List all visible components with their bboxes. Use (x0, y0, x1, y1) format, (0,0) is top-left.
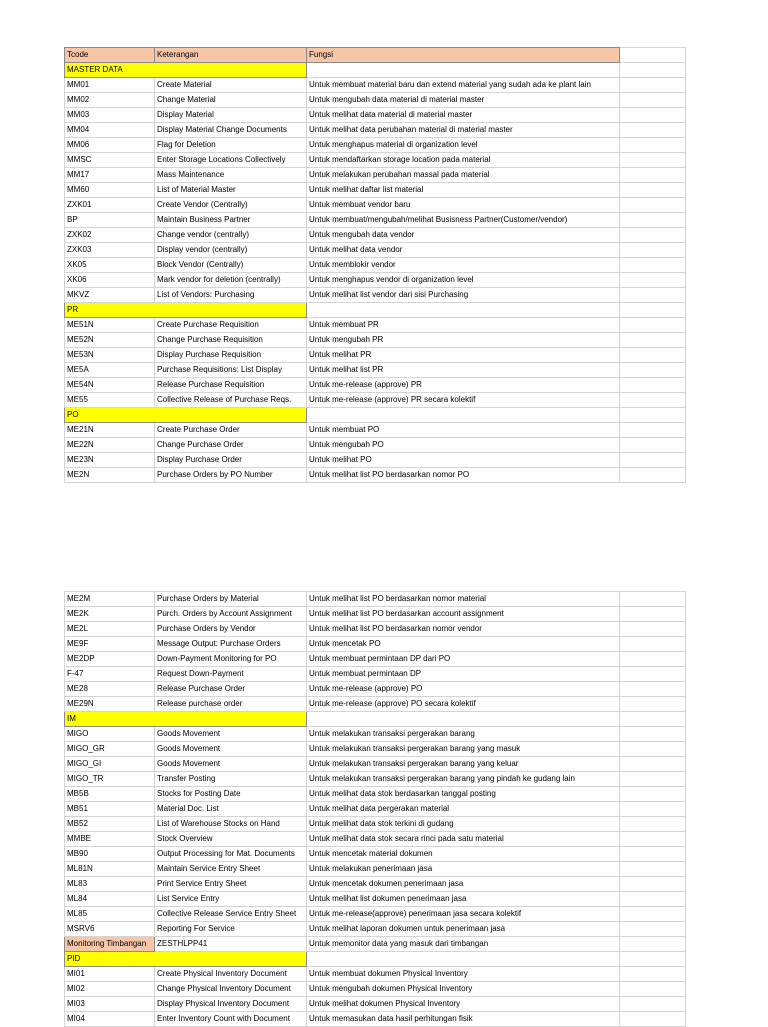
tcode-cell: MI01 (65, 967, 155, 982)
empty-cell (620, 952, 686, 967)
keterangan-cell: Purchase Orders by PO Number (155, 468, 307, 483)
table-row (65, 862, 686, 877)
fungsi-cell: Untuk melihat list dokumen penerimaan jasa (307, 892, 620, 907)
empty-cell (620, 1012, 686, 1027)
section-label: MASTER DATA (65, 63, 307, 78)
fungsi-cell: Untuk mencetak PO (307, 637, 620, 652)
fungsi-cell: Untuk melakukan perubahan massal pada material (307, 168, 620, 183)
table-row (65, 453, 686, 468)
empty-cell (620, 622, 686, 637)
keterangan-cell: Goods Movement (155, 742, 307, 757)
tcode-cell: MIGO_GI (65, 757, 155, 772)
empty-cell (620, 273, 686, 288)
fungsi-cell: Untuk mencetak dokumen penerimaan jasa (307, 877, 620, 892)
keterangan-cell: Stock Overview (155, 832, 307, 847)
fungsi-cell: Untuk melihat list PO berdasarkan nomor vendor (307, 622, 620, 637)
tcode-cell: ME2M (65, 592, 155, 607)
tcode-cell: MIGO_TR (65, 772, 155, 787)
keterangan-cell: Purchase Orders by Material (155, 592, 307, 607)
fungsi-cell: Untuk melihat data stok berdasarkan tanggal posting (307, 787, 620, 802)
fungsi-cell: Untuk memblokir vendor (307, 258, 620, 273)
empty-cell (307, 63, 620, 78)
keterangan-cell: Output Processing for Mat. Documents (155, 847, 307, 862)
tcode-cell: ME9F (65, 637, 155, 652)
table-row (65, 802, 686, 817)
keterangan-cell: Flag for Deletion (155, 138, 307, 153)
tcode-cell: MM03 (65, 108, 155, 123)
empty-cell (620, 438, 686, 453)
table-row (65, 607, 686, 622)
keterangan-cell: Display Purchase Requisition (155, 348, 307, 363)
fungsi-cell: Untuk melakukan transaksi pergerakan barang yang pindah ke gudang lain (307, 772, 620, 787)
keterangan-cell: Maintain Business Partner (155, 213, 307, 228)
fungsi-cell: Untuk membuat/mengubah/melihat Busisness Partner(Customer/vendor) (307, 213, 620, 228)
table-row (65, 333, 686, 348)
table-row (65, 318, 686, 333)
empty-cell (620, 787, 686, 802)
fungsi-cell: Untuk melihat PO (307, 453, 620, 468)
keterangan-cell: Enter Inventory Count with Document (155, 1012, 307, 1027)
tcode-cell: ZXK01 (65, 198, 155, 213)
tcode-cell: MI02 (65, 982, 155, 997)
empty-cell (620, 712, 686, 727)
fungsi-cell: Untuk me-release(approve) penerimaan jasa secara kolektif (307, 907, 620, 922)
keterangan-cell: Change vendor (centrally) (155, 228, 307, 243)
fungsi-cell: Untuk melihat dokumen Physical Inventory (307, 997, 620, 1012)
table-row (65, 787, 686, 802)
keterangan-cell: Display vendor (centrally) (155, 243, 307, 258)
tcode-cell: ME53N (65, 348, 155, 363)
table-row (65, 78, 686, 93)
empty-cell (620, 652, 686, 667)
table-row (65, 997, 686, 1012)
empty-cell (620, 318, 686, 333)
keterangan-cell: Down-Payment Monitoring for PO (155, 652, 307, 667)
fungsi-cell: Untuk melihat daftar list material (307, 183, 620, 198)
empty-cell (620, 682, 686, 697)
keterangan-cell: Print Service Entry Sheet (155, 877, 307, 892)
empty-cell (620, 78, 686, 93)
empty-cell (620, 877, 686, 892)
empty-cell (620, 93, 686, 108)
keterangan-cell: Collective Release Service Entry Sheet (155, 907, 307, 922)
empty-cell (620, 228, 686, 243)
keterangan-cell: Maintain Service Entry Sheet (155, 862, 307, 877)
keterangan-cell: Create Vendor (Centrally) (155, 198, 307, 213)
keterangan-cell: Mark vendor for deletion (centrally) (155, 273, 307, 288)
empty-cell (620, 982, 686, 997)
table-row (65, 108, 686, 123)
empty-cell (620, 258, 686, 273)
fungsi-cell: Untuk melakukan transaksi pergerakan barang yang keluar (307, 757, 620, 772)
fungsi-cell: Untuk membuat PR (307, 318, 620, 333)
table-row (65, 468, 686, 483)
keterangan-cell: Change Purchase Order (155, 438, 307, 453)
table-row (65, 378, 686, 393)
table-row (65, 198, 686, 213)
fungsi-cell: Untuk melihat list PO berdasarkan nomor material (307, 592, 620, 607)
tcode-cell: ME29N (65, 697, 155, 712)
empty-cell (620, 727, 686, 742)
tcode-cell: F-47 (65, 667, 155, 682)
empty-cell (620, 198, 686, 213)
fungsi-cell: Untuk melakukan transaksi pergerakan barang yang masuk (307, 742, 620, 757)
empty-cell (620, 907, 686, 922)
fungsi-cell: Untuk mengubah data vendor (307, 228, 620, 243)
tcode-cell: MM02 (65, 93, 155, 108)
section-label: PID (65, 952, 307, 967)
section-label: PR (65, 303, 307, 318)
table-row (65, 907, 686, 922)
tcode-cell: MB90 (65, 847, 155, 862)
keterangan-cell: List of Vendors: Purchasing (155, 288, 307, 303)
table-row (65, 153, 686, 168)
tcode-cell: MKVZ (65, 288, 155, 303)
empty-cell (620, 108, 686, 123)
keterangan-cell: Display Purchase Order (155, 453, 307, 468)
table-row (65, 622, 686, 637)
table-row (65, 423, 686, 438)
table-row (65, 123, 686, 138)
header-fungsi: Fungsi (307, 48, 620, 63)
fungsi-cell: Untuk mengubah dokumen Physical Inventory (307, 982, 620, 997)
fungsi-cell: Untuk mengubah PO (307, 438, 620, 453)
empty-cell (620, 288, 686, 303)
table-row (65, 393, 686, 408)
tcode-table-bottom (64, 591, 686, 1027)
table-row (65, 138, 686, 153)
tcode-cell: Monitoring Timbangan (65, 937, 155, 952)
table-row (65, 288, 686, 303)
keterangan-cell: Purchase Orders by Vendor (155, 622, 307, 637)
fungsi-cell: Untuk membuat dokumen Physical Inventory (307, 967, 620, 982)
tcode-cell: MM06 (65, 138, 155, 153)
tcode-cell: ML85 (65, 907, 155, 922)
fungsi-cell: Untuk memonitor data yang masuk dari timbangan (307, 937, 620, 952)
table-row (65, 213, 686, 228)
tcode-cell: ML81N (65, 862, 155, 877)
empty-cell (620, 123, 686, 138)
keterangan-cell: Message Output: Purchase Orders (155, 637, 307, 652)
tcode-cell: MM60 (65, 183, 155, 198)
fungsi-cell: Untuk mengubah data material di material master (307, 93, 620, 108)
tcode-cell: ME52N (65, 333, 155, 348)
empty-cell (620, 378, 686, 393)
keterangan-cell: Create Purchase Requisition (155, 318, 307, 333)
section-row (65, 952, 686, 967)
tcode-cell: MIGO_GR (65, 742, 155, 757)
empty-cell (620, 213, 686, 228)
table-row (65, 877, 686, 892)
tcode-cell: ML83 (65, 877, 155, 892)
fungsi-cell: Untuk melihat data material di material master (307, 108, 620, 123)
empty-cell (620, 303, 686, 318)
empty-cell (620, 423, 686, 438)
table-row (65, 228, 686, 243)
tcode-table-bottom-body (65, 592, 686, 1027)
empty-cell (620, 468, 686, 483)
fungsi-cell: Untuk menghapus vendor di organization level (307, 273, 620, 288)
empty-cell (620, 348, 686, 363)
keterangan-cell: Purchase Requisitions: List Display (155, 363, 307, 378)
tcode-cell: MI03 (65, 997, 155, 1012)
fungsi-cell: Untuk membuat material baru dan extend material yang sudah ada ke plant lain (307, 78, 620, 93)
empty-cell (620, 817, 686, 832)
tcode-cell: MB52 (65, 817, 155, 832)
empty-cell (307, 303, 620, 318)
keterangan-cell: Mass Maintenance (155, 168, 307, 183)
monitor-row (65, 937, 686, 952)
tcode-cell: MMSC (65, 153, 155, 168)
table-row (65, 168, 686, 183)
tcode-cell: ZXK02 (65, 228, 155, 243)
table-row (65, 682, 686, 697)
table-row (65, 652, 686, 667)
keterangan-cell: Transfer Posting (155, 772, 307, 787)
fungsi-cell: Untuk mencetak material dokumen (307, 847, 620, 862)
empty-cell (620, 997, 686, 1012)
keterangan-cell: Block Vendor (Centrally) (155, 258, 307, 273)
tcode-cell: XK06 (65, 273, 155, 288)
empty-cell (620, 453, 686, 468)
tcode-cell: MB51 (65, 802, 155, 817)
fungsi-cell: Untuk melakukan penerimaan jasa (307, 862, 620, 877)
table-row (65, 727, 686, 742)
tcode-cell: MM04 (65, 123, 155, 138)
tcode-cell: ME2L (65, 622, 155, 637)
empty-cell (620, 243, 686, 258)
table-row (65, 273, 686, 288)
empty-cell (620, 183, 686, 198)
tcode-cell: MM01 (65, 78, 155, 93)
empty-cell (620, 832, 686, 847)
tcode-cell: ME2K (65, 607, 155, 622)
keterangan-cell: Material Doc. List (155, 802, 307, 817)
empty-cell (620, 592, 686, 607)
keterangan-cell: Change Purchase Requisition (155, 333, 307, 348)
empty-cell (620, 333, 686, 348)
fungsi-cell: Untuk melihat data perubahan material di material master (307, 123, 620, 138)
empty-cell (620, 607, 686, 622)
fungsi-cell: Untuk me-release (approve) PO (307, 682, 620, 697)
table-row (65, 847, 686, 862)
fungsi-cell: Untuk melihat PR (307, 348, 620, 363)
table-row (65, 967, 686, 982)
table-row (65, 982, 686, 997)
keterangan-cell: List of Material Master (155, 183, 307, 198)
tcode-cell: MSRV6 (65, 922, 155, 937)
fungsi-cell: Untuk melihat data vendor (307, 243, 620, 258)
section-row (65, 63, 686, 78)
table-row (65, 772, 686, 787)
table-row (65, 742, 686, 757)
table-row (65, 363, 686, 378)
empty-cell (620, 892, 686, 907)
table-row (65, 892, 686, 907)
empty-cell (307, 408, 620, 423)
empty-cell (620, 922, 686, 937)
empty-cell (620, 862, 686, 877)
tcode-cell: ME55 (65, 393, 155, 408)
table-row (65, 1012, 686, 1027)
fungsi-cell: Untuk membuat permintaan DP (307, 667, 620, 682)
empty-cell (620, 742, 686, 757)
empty-cell (620, 168, 686, 183)
fungsi-cell: Untuk mendaftarkan storage location pada material (307, 153, 620, 168)
section-label: IM (65, 712, 307, 727)
tcode-cell: ME2DP (65, 652, 155, 667)
header-tcode: Tcode (65, 48, 155, 63)
fungsi-cell: Untuk melihat data stok secara rinci pada satu material (307, 832, 620, 847)
keterangan-cell: Release purchase order (155, 697, 307, 712)
empty-cell (307, 712, 620, 727)
tcode-cell: ME5A (65, 363, 155, 378)
fungsi-cell: Untuk me-release (approve) PR (307, 378, 620, 393)
table-row (65, 93, 686, 108)
empty-cell (620, 63, 686, 78)
fungsi-cell: Untuk melihat data pergerakan material (307, 802, 620, 817)
keterangan-cell: List of Warehouse Stocks on Hand (155, 817, 307, 832)
fungsi-cell: Untuk melihat list PO berdasarkan nomor PO (307, 468, 620, 483)
keterangan-cell: Display Material Change Documents (155, 123, 307, 138)
tcode-cell: MB5B (65, 787, 155, 802)
table-row (65, 922, 686, 937)
table-row (65, 438, 686, 453)
tcode-table-top-body (65, 48, 686, 483)
empty-cell (620, 847, 686, 862)
keterangan-cell: Display Physical Inventory Document (155, 997, 307, 1012)
table-row (65, 757, 686, 772)
table-row (65, 592, 686, 607)
table-row (65, 832, 686, 847)
fungsi-cell: Untuk menghapus material di organization level (307, 138, 620, 153)
table-row (65, 183, 686, 198)
fungsi-cell: Untuk melihat list vendor dari sisi Purchasing (307, 288, 620, 303)
fungsi-cell: Untuk melihat list PR (307, 363, 620, 378)
keterangan-cell: Reporting For Service (155, 922, 307, 937)
fungsi-cell: Untuk melihat data stok terkini di gudang (307, 817, 620, 832)
empty-cell (620, 667, 686, 682)
tcode-cell: ME23N (65, 453, 155, 468)
keterangan-cell: Request Down-Payment (155, 667, 307, 682)
header-keterangan: Keterangan (155, 48, 307, 63)
tcode-cell: ME28 (65, 682, 155, 697)
table-row (65, 243, 686, 258)
keterangan-cell: Goods Movement (155, 757, 307, 772)
section-row (65, 408, 686, 423)
keterangan-cell: Create Purchase Order (155, 423, 307, 438)
table-row (65, 637, 686, 652)
tcode-cell: ME22N (65, 438, 155, 453)
fungsi-cell: Untuk membuat permintaan DP dari PO (307, 652, 620, 667)
keterangan-cell: Stocks for Posting Date (155, 787, 307, 802)
keterangan-cell: Collective Release of Purchase Reqs. (155, 393, 307, 408)
keterangan-cell: Create Physical Inventory Document (155, 967, 307, 982)
fungsi-cell: Untuk me-release (approve) PO secara kolektif (307, 697, 620, 712)
empty-cell (620, 772, 686, 787)
empty-cell (620, 138, 686, 153)
fungsi-cell: Untuk mengubah PR (307, 333, 620, 348)
keterangan-cell: List Service Entry (155, 892, 307, 907)
empty-cell (620, 937, 686, 952)
empty-cell (620, 802, 686, 817)
keterangan-cell: Purch. Orders by Account Assignment (155, 607, 307, 622)
tcode-cell: ZXK03 (65, 243, 155, 258)
fungsi-cell: Untuk melakukan transaksi pergerakan barang (307, 727, 620, 742)
keterangan-cell: Create Material (155, 78, 307, 93)
tcode-cell: MIGO (65, 727, 155, 742)
header-row (65, 48, 686, 63)
tcode-cell: ME51N (65, 318, 155, 333)
fungsi-cell: Untuk me-release (approve) PR secara kolektif (307, 393, 620, 408)
keterangan-cell: Goods Movement (155, 727, 307, 742)
empty-cell (620, 967, 686, 982)
keterangan-cell: ZESTHLPP41 (155, 937, 307, 952)
tcode-cell: MI04 (65, 1012, 155, 1027)
section-row (65, 712, 686, 727)
table-row (65, 667, 686, 682)
tcode-cell: ME2N (65, 468, 155, 483)
tcode-cell: ML84 (65, 892, 155, 907)
tcode-cell: BP (65, 213, 155, 228)
keterangan-cell: Release Purchase Order (155, 682, 307, 697)
empty-cell (620, 757, 686, 772)
keterangan-cell: Release Purchase Requisition (155, 378, 307, 393)
tcode-table-top (64, 47, 686, 483)
tcode-cell: ME54N (65, 378, 155, 393)
section-row (65, 303, 686, 318)
fungsi-cell: Untuk memasukan data hasil perhitungan fisik (307, 1012, 620, 1027)
empty-cell (620, 48, 686, 63)
table-row (65, 258, 686, 273)
empty-cell (620, 637, 686, 652)
keterangan-cell: Change Physical Inventory Document (155, 982, 307, 997)
tcode-cell: ME21N (65, 423, 155, 438)
fungsi-cell: Untuk membuat vendor baru (307, 198, 620, 213)
table-row (65, 697, 686, 712)
empty-cell (620, 393, 686, 408)
fungsi-cell: Untuk membuat PO (307, 423, 620, 438)
section-label: PO (65, 408, 307, 423)
tcode-cell: MMBE (65, 832, 155, 847)
empty-cell (620, 363, 686, 378)
tcode-cell: MM17 (65, 168, 155, 183)
empty-cell (307, 952, 620, 967)
empty-cell (620, 697, 686, 712)
fungsi-cell: Untuk melihat list PO berdasarkan account assignment (307, 607, 620, 622)
tcode-cell: XK05 (65, 258, 155, 273)
keterangan-cell: Display Material (155, 108, 307, 123)
table-row (65, 348, 686, 363)
keterangan-cell: Enter Storage Locations Collectively (155, 153, 307, 168)
table-row (65, 817, 686, 832)
empty-cell (620, 408, 686, 423)
empty-cell (620, 153, 686, 168)
keterangan-cell: Change Material (155, 93, 307, 108)
fungsi-cell: Untuk melihat laporan dokumen untuk penerimaan jasa (307, 922, 620, 937)
